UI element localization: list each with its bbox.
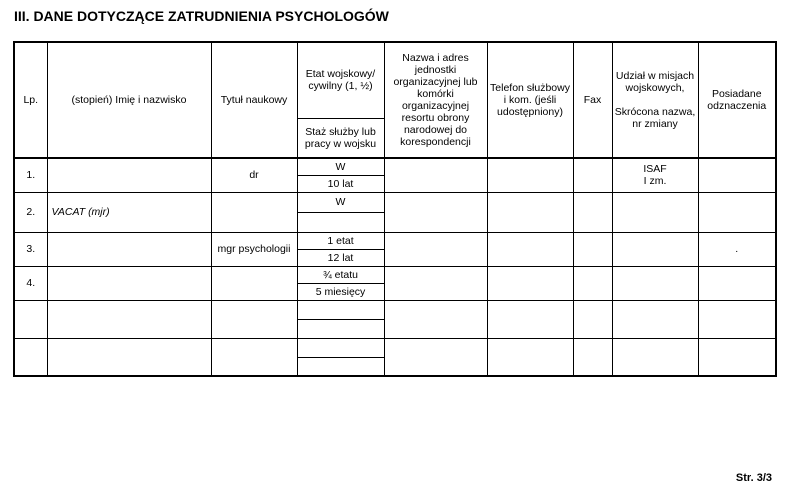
cell-address [384,232,487,266]
cell-degree: dr [211,158,297,192]
cell-awards [698,266,776,300]
cell-name [47,158,211,192]
cell-awards [698,300,776,338]
cell-phone [487,192,573,232]
table-row [14,338,776,357]
cell-staz: 12 lat [297,249,384,266]
cell-fax [573,192,612,232]
cell-awards [698,158,776,192]
cell-etat: W [297,158,384,175]
header-fax: Fax [573,42,612,158]
cell-degree [211,192,297,232]
cell-name [47,338,211,376]
cell-phone [487,300,573,338]
cell-missions: ISAF I zm. [612,158,698,192]
header-etat: Etat wojskowy/ cywilny (1, ½) [297,42,384,118]
cell-missions [612,338,698,376]
cell-degree [211,266,297,300]
cell-etat: W [297,192,384,212]
cell-awards [698,192,776,232]
cell-staz: 10 lat [297,175,384,192]
cell-address [384,300,487,338]
cell-address [384,338,487,376]
cell-fax [573,338,612,376]
cell-name [47,232,211,266]
cell-name [47,266,211,300]
cell-etat [297,300,384,319]
cell-degree: mgr psychologii [211,232,297,266]
cell-missions [612,192,698,232]
cell-name: VACAT (mjr) [47,192,211,232]
cell-address [384,192,487,232]
section-title: III. DANE DOTYCZĄCE ZATRUDNIENIA PSYCHOLOGÓW [14,8,389,24]
table-row [14,300,776,319]
header-awards: Posiadane odznaczenia [698,42,776,158]
header-phone: Telefon służbowy i kom. (jeśli udostępniony) [487,42,573,158]
header-lp: Lp. [14,42,47,158]
cell-fax [573,266,612,300]
header-staz: Staż służby lub pracy w wojsku [297,118,384,158]
cell-etat: ¾ etatu [297,266,384,283]
cell-staz [297,319,384,338]
cell-missions [612,266,698,300]
cell-awards [698,338,776,376]
cell-lp [14,300,47,338]
cell-address [384,158,487,192]
cell-degree [211,338,297,376]
table-row [14,266,776,283]
header-address: Nazwa i adres jednostki organizacyjnej lub komórki organizacyjnej resortu obrony narodowej do korespondencji [384,42,487,158]
cell-name [47,300,211,338]
cell-staz [297,212,384,232]
cell-awards: . [698,232,776,266]
cell-phone [487,232,573,266]
cell-phone [487,338,573,376]
cell-lp: 2. [14,192,47,232]
cell-staz: 5 miesięcy [297,283,384,300]
cell-missions [612,300,698,338]
cell-lp: 4. [14,266,47,300]
cell-fax [573,158,612,192]
cell-phone [487,266,573,300]
table-row [14,192,776,212]
header-name: (stopień) Imię i nazwisko [47,42,211,158]
page-number: Str. 3/3 [735,472,772,484]
cell-etat [297,338,384,357]
cell-missions [612,232,698,266]
cell-etat: 1 etat [297,232,384,249]
cell-degree [211,300,297,338]
table-row [14,232,776,249]
cell-fax [573,300,612,338]
header-missions [612,42,698,158]
header-degree: Tytuł naukowy [211,42,297,158]
psychologists-table [13,41,777,377]
cell-address [384,266,487,300]
cell-phone [487,158,573,192]
cell-staz [297,357,384,376]
cell-lp [14,338,47,376]
table-row [14,158,776,175]
header-missions-text: Udział w misjach wojskowych, Skrócona nazwa, nr zmiany [614,70,696,130]
table-body [14,158,776,376]
cell-fax [573,232,612,266]
cell-lp: 3. [14,232,47,266]
cell-lp: 1. [14,158,47,192]
